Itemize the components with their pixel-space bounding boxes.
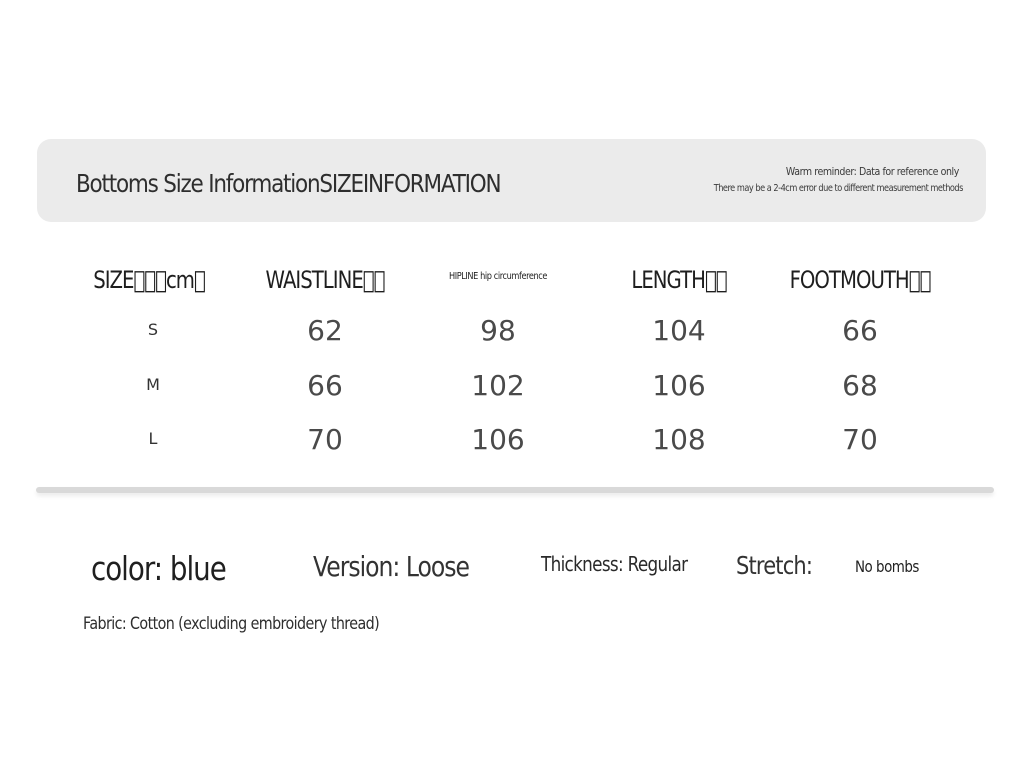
column-header-waistline: WAISTLINE   bbox=[265, 266, 385, 294]
fabric-spec: Fabric: Cotton (excluding embroidery thread) bbox=[83, 614, 380, 634]
stretch-value: No bombs bbox=[855, 557, 919, 576]
version-spec: Version: Loose bbox=[313, 550, 469, 583]
reminder-line-2: There may be a 2-4cm error due to different measurement methods bbox=[713, 183, 963, 194]
footmouth-cell: 70 bbox=[842, 423, 878, 456]
reminder-line-1: Warm reminder: Data for reference only bbox=[785, 165, 959, 178]
stretch-label: Stretch: bbox=[736, 551, 813, 580]
hipline-cell: 106 bbox=[471, 423, 525, 456]
size-cell: L bbox=[148, 429, 158, 448]
column-header-size: SIZE   cm  bbox=[93, 266, 205, 294]
thickness-spec: Thickness: Regular bbox=[541, 552, 688, 576]
column-header-hipline: HIPLINE hip circumference bbox=[448, 271, 548, 282]
page-title: Bottoms Size InformationSIZEINFORMATION bbox=[76, 169, 501, 198]
waistline-cell: 70 bbox=[307, 423, 343, 456]
hipline-cell: 98 bbox=[480, 314, 516, 347]
column-header-length: LENGTH   bbox=[631, 266, 727, 294]
column-header-footmouth: FOOTMOUTH   bbox=[789, 266, 931, 294]
color-spec: color: blue bbox=[91, 549, 226, 588]
waistline-cell: 66 bbox=[307, 369, 343, 402]
section-divider bbox=[36, 487, 994, 493]
length-cell: 104 bbox=[652, 314, 706, 347]
table-row bbox=[0, 308, 1024, 358]
waistline-cell: 62 bbox=[307, 314, 343, 347]
table-row bbox=[0, 417, 1024, 467]
length-cell: 108 bbox=[652, 423, 706, 456]
size-cell: M bbox=[146, 375, 160, 394]
footmouth-cell: 66 bbox=[842, 314, 878, 347]
size-cell: S bbox=[147, 320, 159, 339]
table-row bbox=[0, 363, 1024, 413]
length-cell: 106 bbox=[652, 369, 706, 402]
footmouth-cell: 68 bbox=[842, 369, 878, 402]
hipline-cell: 102 bbox=[471, 369, 525, 402]
